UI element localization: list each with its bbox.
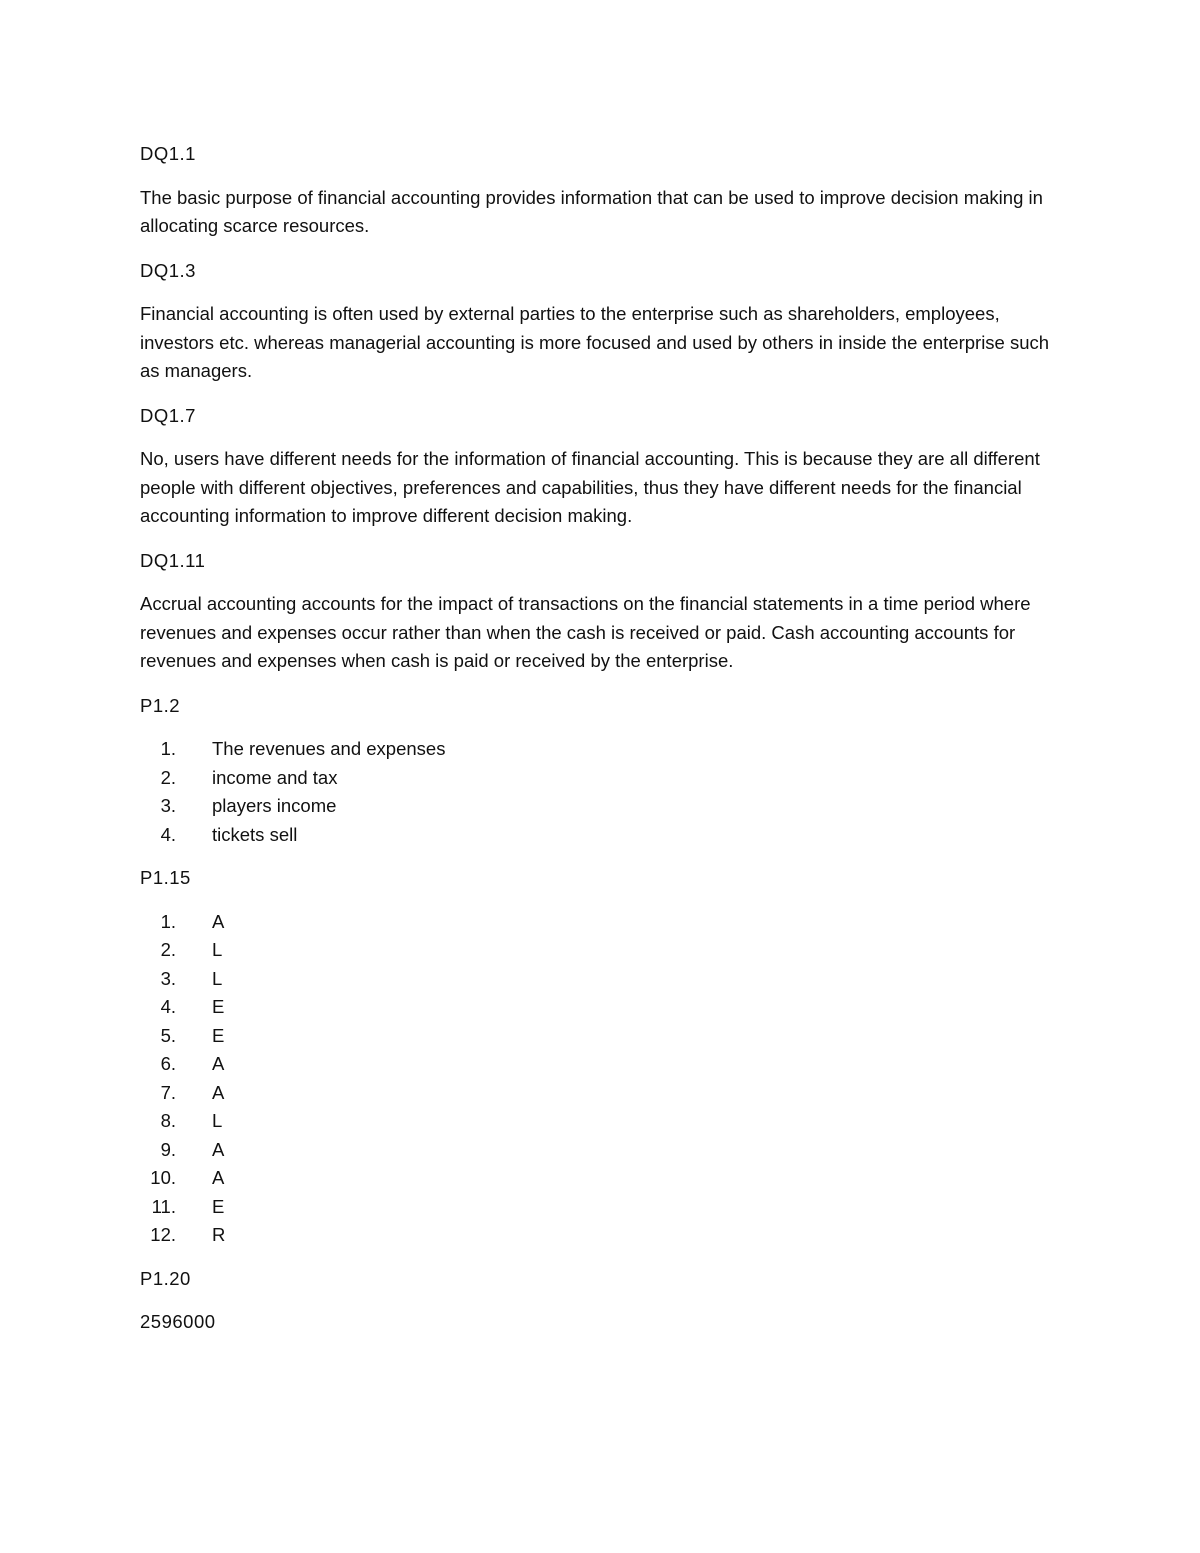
section-heading-dq1-3: DQ1.3 xyxy=(140,259,196,281)
list-item-text: E xyxy=(212,1195,225,1217)
list-item xyxy=(140,1193,1060,1222)
list-item-text: E xyxy=(212,1024,225,1046)
list-item-text: L xyxy=(212,939,223,960)
p1-20-answer: 2596000 xyxy=(140,1311,216,1332)
list-item-text: income and tax xyxy=(212,766,338,788)
list-item-number: 12. xyxy=(150,1224,176,1245)
section-paragraph-dq1-1: The basic purpose of financial accounting provides information that can be used to improve decision making in allocating scarce resources. xyxy=(140,186,1043,236)
list-item-number: 7. xyxy=(160,1081,176,1103)
list-item xyxy=(140,1107,1060,1136)
list-item-number: 11. xyxy=(151,1195,176,1217)
list-item-text: A xyxy=(212,1053,225,1074)
list-item-number: 3. xyxy=(160,795,176,816)
list-item-number: 6. xyxy=(160,1053,176,1074)
list-item-number: 4. xyxy=(160,996,176,1017)
section-heading-p1-15: P1.15 xyxy=(140,867,191,888)
list-item-text: L xyxy=(212,1110,223,1131)
list-item-number: 2. xyxy=(160,766,176,788)
list-item-number: 3. xyxy=(160,967,176,989)
section-heading-dq1-7: DQ1.7 xyxy=(140,404,196,426)
list-item-text: A xyxy=(212,1167,225,1188)
list-item xyxy=(140,821,1060,850)
list-item xyxy=(140,936,1060,965)
list-item-number: 4. xyxy=(160,823,176,845)
section-heading-dq1-1: DQ1.1 xyxy=(140,143,196,164)
list-item-number: 5. xyxy=(160,1024,176,1046)
list-item-number: 1. xyxy=(160,910,176,932)
list-item-number: 10. xyxy=(150,1167,176,1188)
list-item-text: R xyxy=(212,1224,226,1245)
list-item xyxy=(140,1022,1060,1051)
list-item xyxy=(140,1136,1060,1165)
list-item xyxy=(140,1050,1060,1079)
list-item-number: 8. xyxy=(160,1110,176,1131)
list-item xyxy=(140,1221,1060,1250)
section-heading-p1-20: P1.20 xyxy=(140,1267,191,1289)
list-item-text: L xyxy=(212,967,223,989)
list-item-text: E xyxy=(212,996,225,1017)
list-item-text: A xyxy=(212,1138,225,1160)
list-item-text: The revenues and expenses xyxy=(212,738,446,759)
p1-2-list xyxy=(140,735,1060,849)
list-item-number: 1. xyxy=(160,738,176,759)
list-item xyxy=(140,908,1060,937)
list-item xyxy=(140,965,1060,994)
list-item xyxy=(140,993,1060,1022)
document-page xyxy=(140,140,1060,1337)
list-item-text: players income xyxy=(212,795,337,816)
list-item-text: tickets sell xyxy=(212,823,298,845)
list-item xyxy=(140,1079,1060,1108)
list-item-number: 2. xyxy=(160,939,176,960)
list-item-number: 9. xyxy=(160,1138,176,1160)
section-paragraph-dq1-3: Financial accounting is often used by external parties to the enterprise such as shareholders, employees, investors etc. whereas managerial accounting is more focused and used by others in inside the enterprise such as managers. xyxy=(140,303,1050,381)
section-paragraph-dq1-7: No, users have different needs for the information of financial accounting. This is because they are all different people with different objectives, preferences and capabilities, thus they have different needs for the financial accounting information to improve different decision making. xyxy=(140,448,1040,526)
section-heading-dq1-11: DQ1.11 xyxy=(140,549,206,571)
list-item xyxy=(140,1164,1060,1193)
section-heading-p1-2: P1.2 xyxy=(140,694,181,716)
section-paragraph-dq1-11: Accrual accounting accounts for the impact of transactions on the financial statements in a time period where revenues and expenses occur rather than when the cash is received or paid. Cash accounting accounts for revenues and expenses when cash is paid or received by the enterprise. xyxy=(140,593,1031,671)
list-item-text: A xyxy=(212,910,225,932)
list-item-text: A xyxy=(212,1081,225,1103)
p1-15-list xyxy=(140,908,1060,1250)
list-item xyxy=(140,735,1060,764)
list-item xyxy=(140,792,1060,821)
list-item xyxy=(140,764,1060,793)
